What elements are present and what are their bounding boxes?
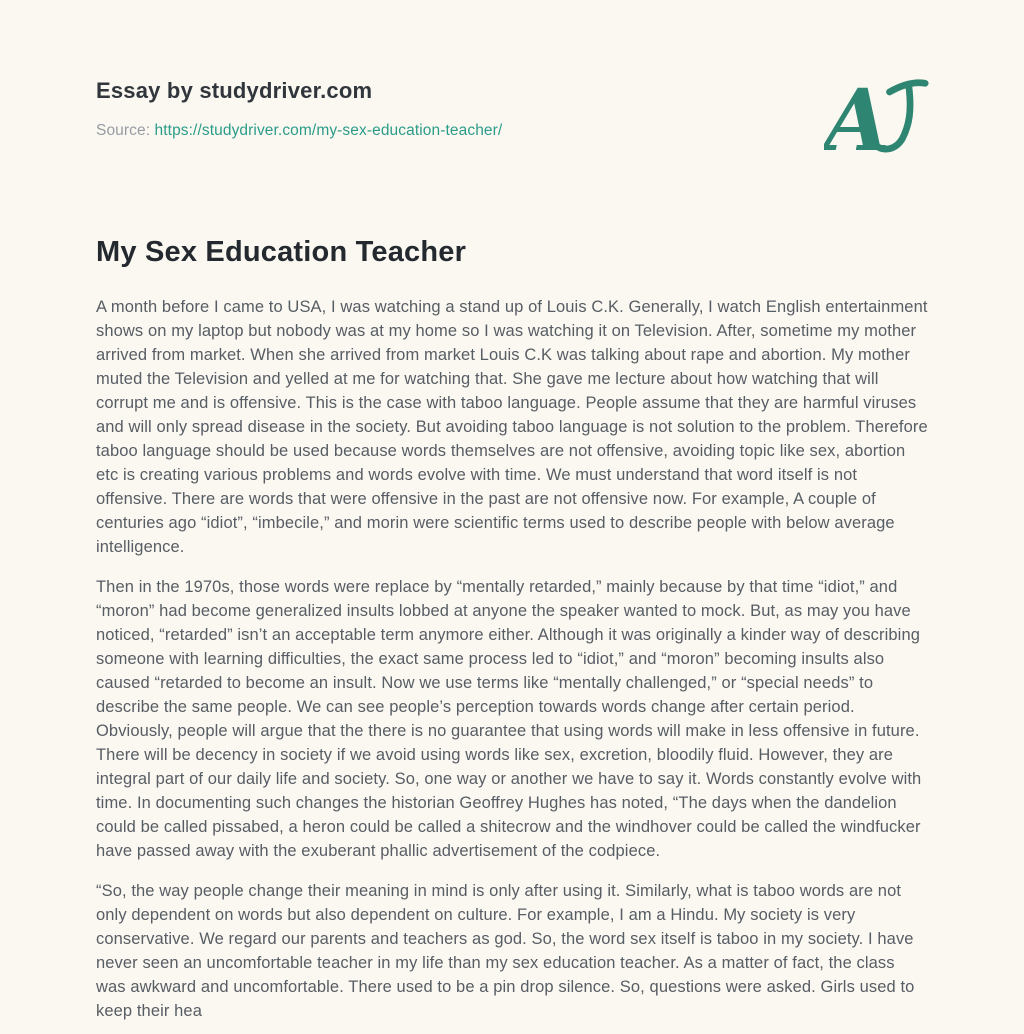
source-link[interactable]: https://studydriver.com/my-sex-education-teacher/	[154, 122, 503, 139]
article-title: My Sex Education Teacher	[96, 236, 467, 268]
svg-text:A: A	[824, 69, 890, 166]
article-body	[96, 295, 928, 1023]
source-row	[96, 122, 928, 140]
essay-byline: Essay by studydriver.com	[96, 78, 373, 103]
studydriver-logo	[824, 68, 930, 166]
article-paragraph: Then in the 1970s, those words were replace by “mentally retarded,” mainly because by that time “idiot,” and “moron” had become generalized insults lobbed at anyone the speaker wanted to mock. But, as may you have noticed, “retarded” isn’t an acceptable term anymore either. Although it was originally a kinder way of describing someone with learning difficulties, the exact same process led to “idiot,” and “moron” becoming insults also caused “retarded to become an insult. Now we use terms like “mentally challenged,” or “special needs” to describe the same people. We can see people’s perception towards words change after certain period. Obviously, people will argue that the there is no guarantee that using words will make in less offensive in future. There will be decency in society if we avoid using words like sex, excretion, bloodily fluid. However, they are integral part of our daily life and society. So, one way or another we have to say it. Words constantly evolve with time. In documenting such changes the historian Geoffrey Hughes has noted, “The days when the dandelion could be called pissabed, a heron could be called a shitecrow and the windhover could be called the windfucker have passed away with the exuberant phallic advertisement of the codpiece.	[96, 578, 922, 860]
article-paragraph: A month before I came to USA, I was watching a stand up of Louis C.K. Generally, I watch English entertainment shows on my laptop but nobody was at my home so I was watching it on Television. After, sometime my mother arrived from market. When she arrived from market Louis C.K was talking about rape and abortion. My mother muted the Television and yelled at me for watching that. She gave me lecture about how watching that will corrupt me and is offensive. This is the case with taboo language. People assume that they are harmful viruses and will only spread disease in the society. But avoiding taboo language is not solution to the problem. Therefore taboo language should be used because words themselves are not offensive, avoiding topic like sex, abortion etc is creating various problems and words evolve with time. We must understand that word itself is not offensive. There are words that were offensive in the past are not offensive now. For example, A couple of centuries ago “idiot”, “imbecile,” and morin were scientific terms used to describe people with below average intelligence.	[96, 298, 928, 556]
article-paragraph: “So, the way people change their meaning in mind is only after using it. Similarly, what is taboo words are not only dependent on words but also dependent on culture. For example, I am a Hindu. My society is very conservative. We regard our parents and teachers as god. So, the word sex itself is taboo in my society. I have never seen an uncomfortable teacher in my life than my sex education teacher. As a matter of fact, the class was awkward and uncomfortable. There used to be a pin drop silence. So, questions were asked. Girls used to keep their hea	[96, 882, 915, 1020]
source-label: Source:	[96, 122, 151, 139]
